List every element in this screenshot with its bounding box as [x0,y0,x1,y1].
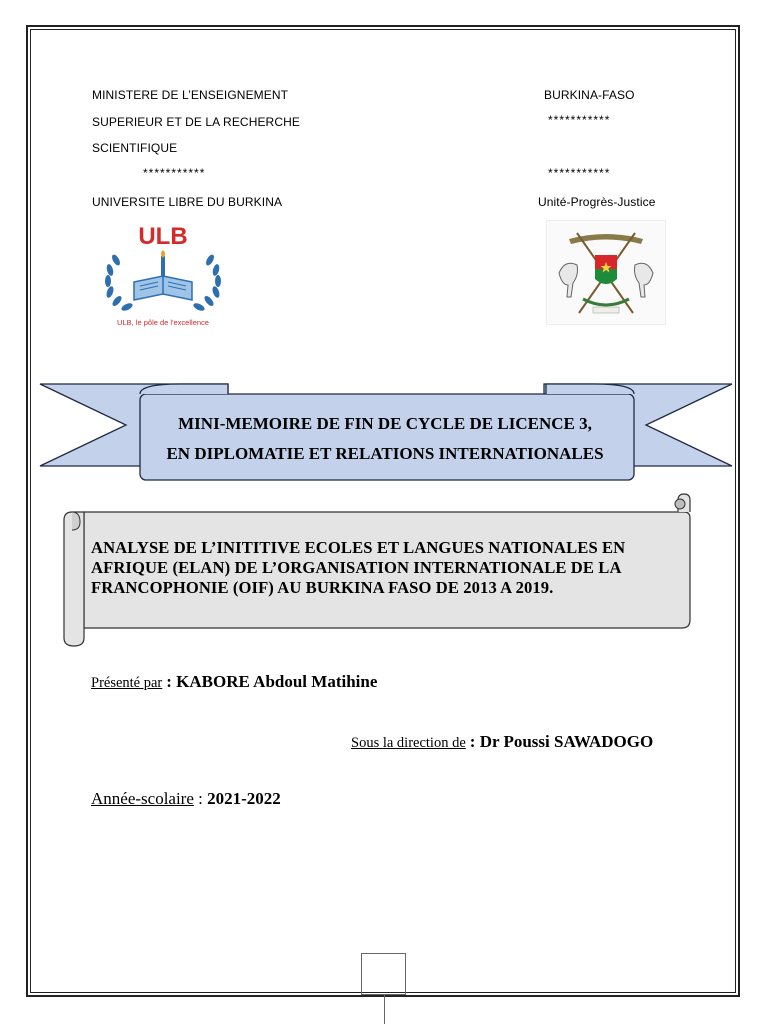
country-name: BURKINA-FASO [544,88,635,102]
director-name: : Dr Poussi SAWADOGO [469,732,654,751]
presenter-label: Présenté par [91,675,163,691]
presenter-line [91,672,377,692]
thesis-title: ANALYSE DE L’INITITIVE ECOLES ET LANGUES NATIONALES EN AFRIQUE (ELAN) DE L’ORGANISATION INTERNATIONALE DE LA FRANCOPHONIE (OIF) AU BURKINA FASO DE 2013 A 2019. [91,538,626,597]
right-stars-2: *********** [548,166,611,180]
academic-year-label: Année-scolaire [91,789,194,808]
presenter-name: : KABORE Abdoul Matihine [166,672,378,691]
ulb-logo [100,220,226,330]
ministry-line-3: SCIENTIFIQUE [92,141,178,155]
coat-of-arms-icon [547,221,665,324]
ministry-line-1: MINISTERE DE L’ENSEIGNEMENT [92,88,289,102]
national-motto: Unité-Progrès-Justice [538,195,656,209]
academic-year-line [91,789,281,809]
right-stars-1: *********** [548,113,611,127]
academic-year-value: 2021-2022 [207,789,281,808]
page-number-connector [384,994,385,1024]
ulb-tagline: ULB, le pôle de l'excellence [117,318,209,327]
ministry-line-2: SUPERIEUR ET DE LA RECHERCHE [92,115,300,129]
banner-title-line-2: EN DIPLOMATIE ET RELATIONS INTERNATIONALES [166,444,604,463]
coat-of-arms [546,220,666,325]
left-stars: *********** [143,166,206,180]
ulb-logo-graphic [100,220,226,330]
academic-year-separator: : [193,789,208,808]
page-number-box [361,953,406,995]
banner-body [140,394,634,480]
banner-title-line-1: MINI-MEMOIRE DE FIN DE CYCLE DE LICENCE 3, [178,414,592,433]
university-name: UNIVERSITE LIBRE DU BURKINA [92,195,283,209]
director-line [351,732,653,752]
ulb-logo-text: ULB [138,223,188,250]
director-label: Sous la direction de [351,735,466,751]
book-icon [134,250,192,300]
